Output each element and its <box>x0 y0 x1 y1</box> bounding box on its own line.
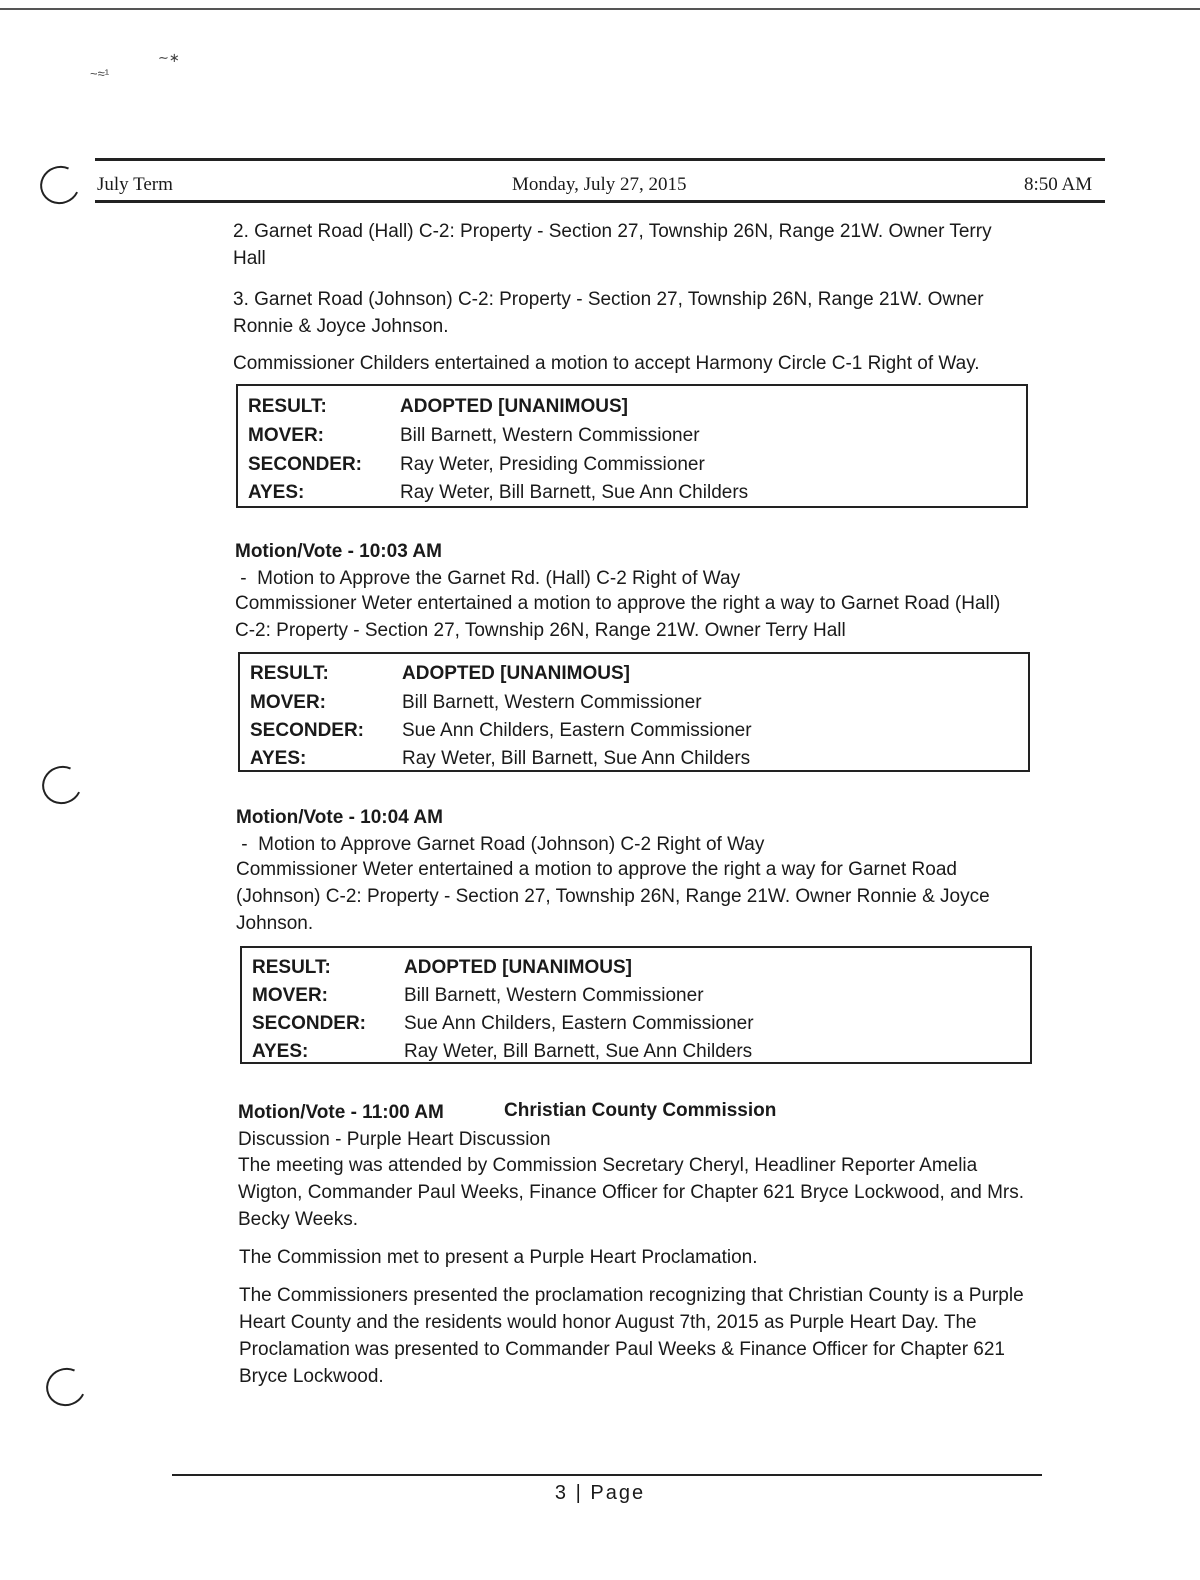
ayes-label: AYES: <box>248 482 305 503</box>
seconder-label: SECONDER: <box>248 454 363 475</box>
mover-value: Bill Barnett, Western Commissioner <box>402 692 702 713</box>
seconder-value: Sue Ann Childers, Eastern Commissioner <box>404 1013 754 1034</box>
result-value: ADOPTED [UNANIMOUS] <box>402 663 630 684</box>
hole-punch-icon <box>37 760 88 809</box>
hole-punch-icon <box>35 160 86 209</box>
motion-subheading-1003: - Motion to Approve the Garnet Rd. (Hall) C-2 Right of Way <box>235 568 741 589</box>
mover-label: MOVER: <box>248 425 324 446</box>
seconder-value: Ray Weter, Presiding Commissioner <box>400 454 705 475</box>
ayes-value: Ray Weter, Bill Barnett, Sue Ann Childers <box>404 1041 753 1062</box>
mover-label: MOVER: <box>250 692 326 713</box>
result-value: ADOPTED [UNANIMOUS] <box>400 396 628 417</box>
mover-value: Bill Barnett, Western Commissioner <box>404 985 704 1006</box>
discussion-heading: Discussion - Purple Heart Discussion <box>238 1129 551 1150</box>
motion-body-1004: Commissioner Weter entertained a motion to approve the right a way for Garnet Road (Johnson) C-2: Property - Section 27, Township 26N, Range 21W. Owner Ronnie & Joyce Johnson. <box>236 859 990 934</box>
footer-rule <box>172 1474 1042 1476</box>
hole-punch-icon <box>41 1362 92 1411</box>
margin-scribble: ~≈¹ <box>90 66 110 81</box>
vote-table-3 <box>240 946 1032 1064</box>
ayes-value: Ray Weter, Bill Barnett, Sue Ann Childers <box>402 748 751 769</box>
result-value: ADOPTED [UNANIMOUS] <box>404 957 632 978</box>
ayes-label: AYES: <box>250 748 307 769</box>
result-label: RESULT: <box>252 957 331 978</box>
proclamation-paragraph: The Commissioners presented the proclamation recognizing that Christian County is a Purple Heart County and the residents would honor August 7th, 2015 as Purple Heart Day. The Proclamation was presented to Commander Paul Weeks & Finance Officer for Chapter 621 Bryce Lockwood. <box>239 1285 1024 1387</box>
margin-scribble-2: ∼∗ <box>158 50 180 65</box>
motion-heading-commission: Christian County Commission <box>504 1100 777 1121</box>
mover-value: Bill Barnett, Western Commissioner <box>400 425 700 446</box>
motion-heading-1004: Motion/Vote - 10:04 AM <box>236 807 443 828</box>
attendance-paragraph: The meeting was attended by Commission Secretary Cheryl, Headliner Reporter Amelia Wigton, Commander Paul Weeks, Finance Officer for Chapter 621 Bryce Lockwood, and Mrs. Becky Weeks. <box>238 1155 1025 1230</box>
header-top-rule <box>95 158 1105 161</box>
header-term: July Term <box>97 174 173 195</box>
motion-heading-1100: Motion/Vote - 11:00 AM <box>238 1102 444 1123</box>
motion-subheading-1004: - Motion to Approve Garnet Road (Johnson) C-2 Right of Way <box>236 834 765 855</box>
scan-top-edge <box>0 8 1200 10</box>
mover-label: MOVER: <box>252 985 328 1006</box>
motion-body-1003: Commissioner Weter entertained a motion to approve the right a way to Garnet Road (Hall) C-2: Property - Section 27, Township 26N, Range 21W. Owner Terry Hall <box>235 593 1001 641</box>
seconder-label: SECONDER: <box>250 720 365 741</box>
commission-met-paragraph: The Commission met to present a Purple Heart Proclamation. <box>239 1247 758 1268</box>
harmony-circle-motion: Commissioner Childers entertained a motion to accept Harmony Circle C-1 Right of Way. <box>233 353 980 374</box>
intro-item-3: 3. Garnet Road (Johnson) C-2: Property - Section 27, Township 26N, Range 21W. Owner Ronnie & Joyce Johnson. <box>233 289 984 337</box>
header-date: Monday, July 27, 2015 <box>512 174 687 195</box>
motion-heading-1003: Motion/Vote - 10:03 AM <box>235 541 442 562</box>
result-label: RESULT: <box>248 396 327 417</box>
header-time: 8:50 AM <box>1024 174 1093 195</box>
vote-table-2 <box>238 652 1030 772</box>
page-number: 3 | Page <box>554 1482 646 1504</box>
result-label: RESULT: <box>250 663 329 684</box>
seconder-label: SECONDER: <box>252 1013 367 1034</box>
seconder-value: Sue Ann Childers, Eastern Commissioner <box>402 720 752 741</box>
intro-item-2: 2. Garnet Road (Hall) C-2: Property - Section 27, Township 26N, Range 21W. Owner Terry Hall <box>233 221 992 269</box>
ayes-label: AYES: <box>252 1041 309 1062</box>
vote-table-1 <box>236 384 1028 508</box>
ayes-value: Ray Weter, Bill Barnett, Sue Ann Childers <box>400 482 749 503</box>
header-bottom-rule <box>95 200 1105 203</box>
